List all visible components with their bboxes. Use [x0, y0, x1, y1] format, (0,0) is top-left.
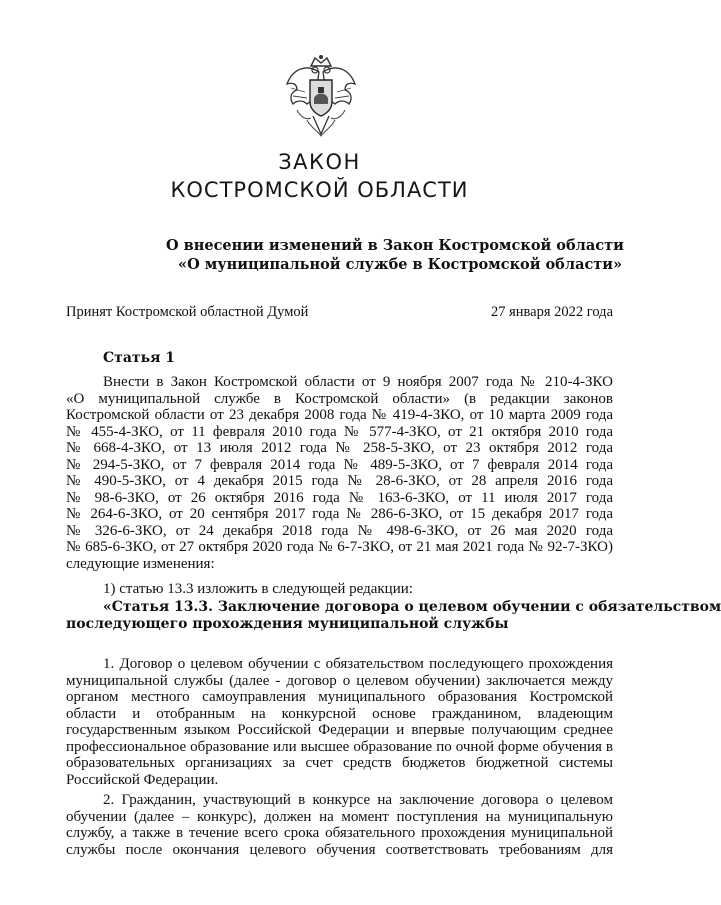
text-line: службы после окончания целевого обучения соответствовать требованиям для	[66, 841, 613, 858]
paragraph-2	[66, 792, 613, 858]
law-title: ЗАКОН	[278, 150, 361, 174]
text-line: службу, а также в течение всего срока обязательного прохождения муниципальной	[66, 825, 613, 841]
text-line: № 668-4-ЗКО, от 13 июля 2012 года № 258-5-ЗКО, от 23 октября 2012 года	[66, 440, 613, 456]
coat-of-arms-icon	[283, 54, 359, 140]
amendment-item: 1) статью 13.3 изложить в следующей редакции:	[103, 581, 413, 597]
text-line: № 455-4-ЗКО, от 11 февраля 2010 года № 577-4-ЗКО, от 21 октября 2010 года	[66, 423, 613, 440]
adopted-date: 27 января 2022 года	[490, 304, 613, 320]
document-title-line-2: «О муниципальной службе в Костромской области»	[178, 256, 623, 273]
text-line: № 685-6-ЗКО, от 27 октября 2020 года № 6-7-ЗКО, от 21 мая 2021 года № 92-7-ЗКО)	[66, 539, 613, 555]
text-line: образовательных организациях за счет средств бюджетов бюджетной системы	[66, 755, 613, 771]
text-line: обучении (далее – конкурс), должен на момент поступления на муниципальную	[66, 808, 613, 825]
text-line: № 98-6-ЗКО, от 26 октября 2016 года № 163-6-ЗКО, от 11 июля 2017 года	[66, 489, 613, 506]
text-line: последующего прохождения муниципальной службы	[66, 616, 509, 632]
new-article-heading	[66, 599, 721, 633]
text-line: 1. Договор о целевом обучении с обязательством последующего прохождения	[103, 656, 613, 672]
text-line: «О муниципальной службе в Костромской области» (в редакции законов	[66, 390, 613, 407]
text-line: Костромской области от 23 декабря 2008 года № 419-4-ЗКО, от 10 марта 2009 года	[66, 407, 613, 423]
text-line: профессиональное образование или высшее образование по очной форме обучения в	[66, 738, 613, 755]
text-line: Внести в Закон Костромской области от 9 ноября 2007 года № 210-4-ЗКО	[103, 374, 613, 390]
text-line: № 264-6-ЗКО, от 20 сентября 2017 года № 286-6-ЗКО, от 15 декабря 2017 года	[66, 506, 613, 522]
document-title-line-1: О внесении изменений в Закон Костромской области	[166, 237, 624, 254]
text-line: Российской Федерации.	[66, 771, 219, 788]
text-line: органом местного самоуправления муниципального образования Костромской	[66, 689, 613, 705]
paragraph-1	[66, 656, 613, 788]
text-line: № 294-5-ЗКО, от 7 февраля 2014 года № 489-5-ЗКО, от 7 февраля 2014 года	[66, 456, 613, 473]
text-line: следующие изменения:	[66, 555, 215, 572]
text-line: 2. Гражданин, участвующий в конкурсе на заключение договора о целевом	[103, 792, 613, 808]
article-heading: Статья 1	[103, 350, 176, 366]
region-title: КОСТРОМСКОЙ ОБЛАСТИ	[170, 178, 469, 202]
text-line: «Статья 13.3. Заключение договора о целевом обучении с обязательством	[103, 599, 721, 615]
adopted-by: Принят Костромской областной Думой	[66, 304, 309, 320]
text-line: № 326-6-ЗКО, от 24 декабря 2018 года № 498-6-ЗКО, от 26 мая 2020 года	[66, 522, 613, 539]
text-line: № 490-5-ЗКО, от 4 декабря 2015 года № 28-6-ЗКО, от 28 апреля 2016 года	[66, 473, 613, 489]
intro-paragraph	[66, 374, 613, 572]
text-line: области и отобранным на конкурсной основе гражданином, владеющим	[66, 705, 613, 722]
text-line: муниципальной службы (далее - договор о целевом обучении) заключается между	[66, 672, 613, 689]
text-line: государственным языком Российской Федерации и впервые получающим среднее	[66, 722, 613, 738]
